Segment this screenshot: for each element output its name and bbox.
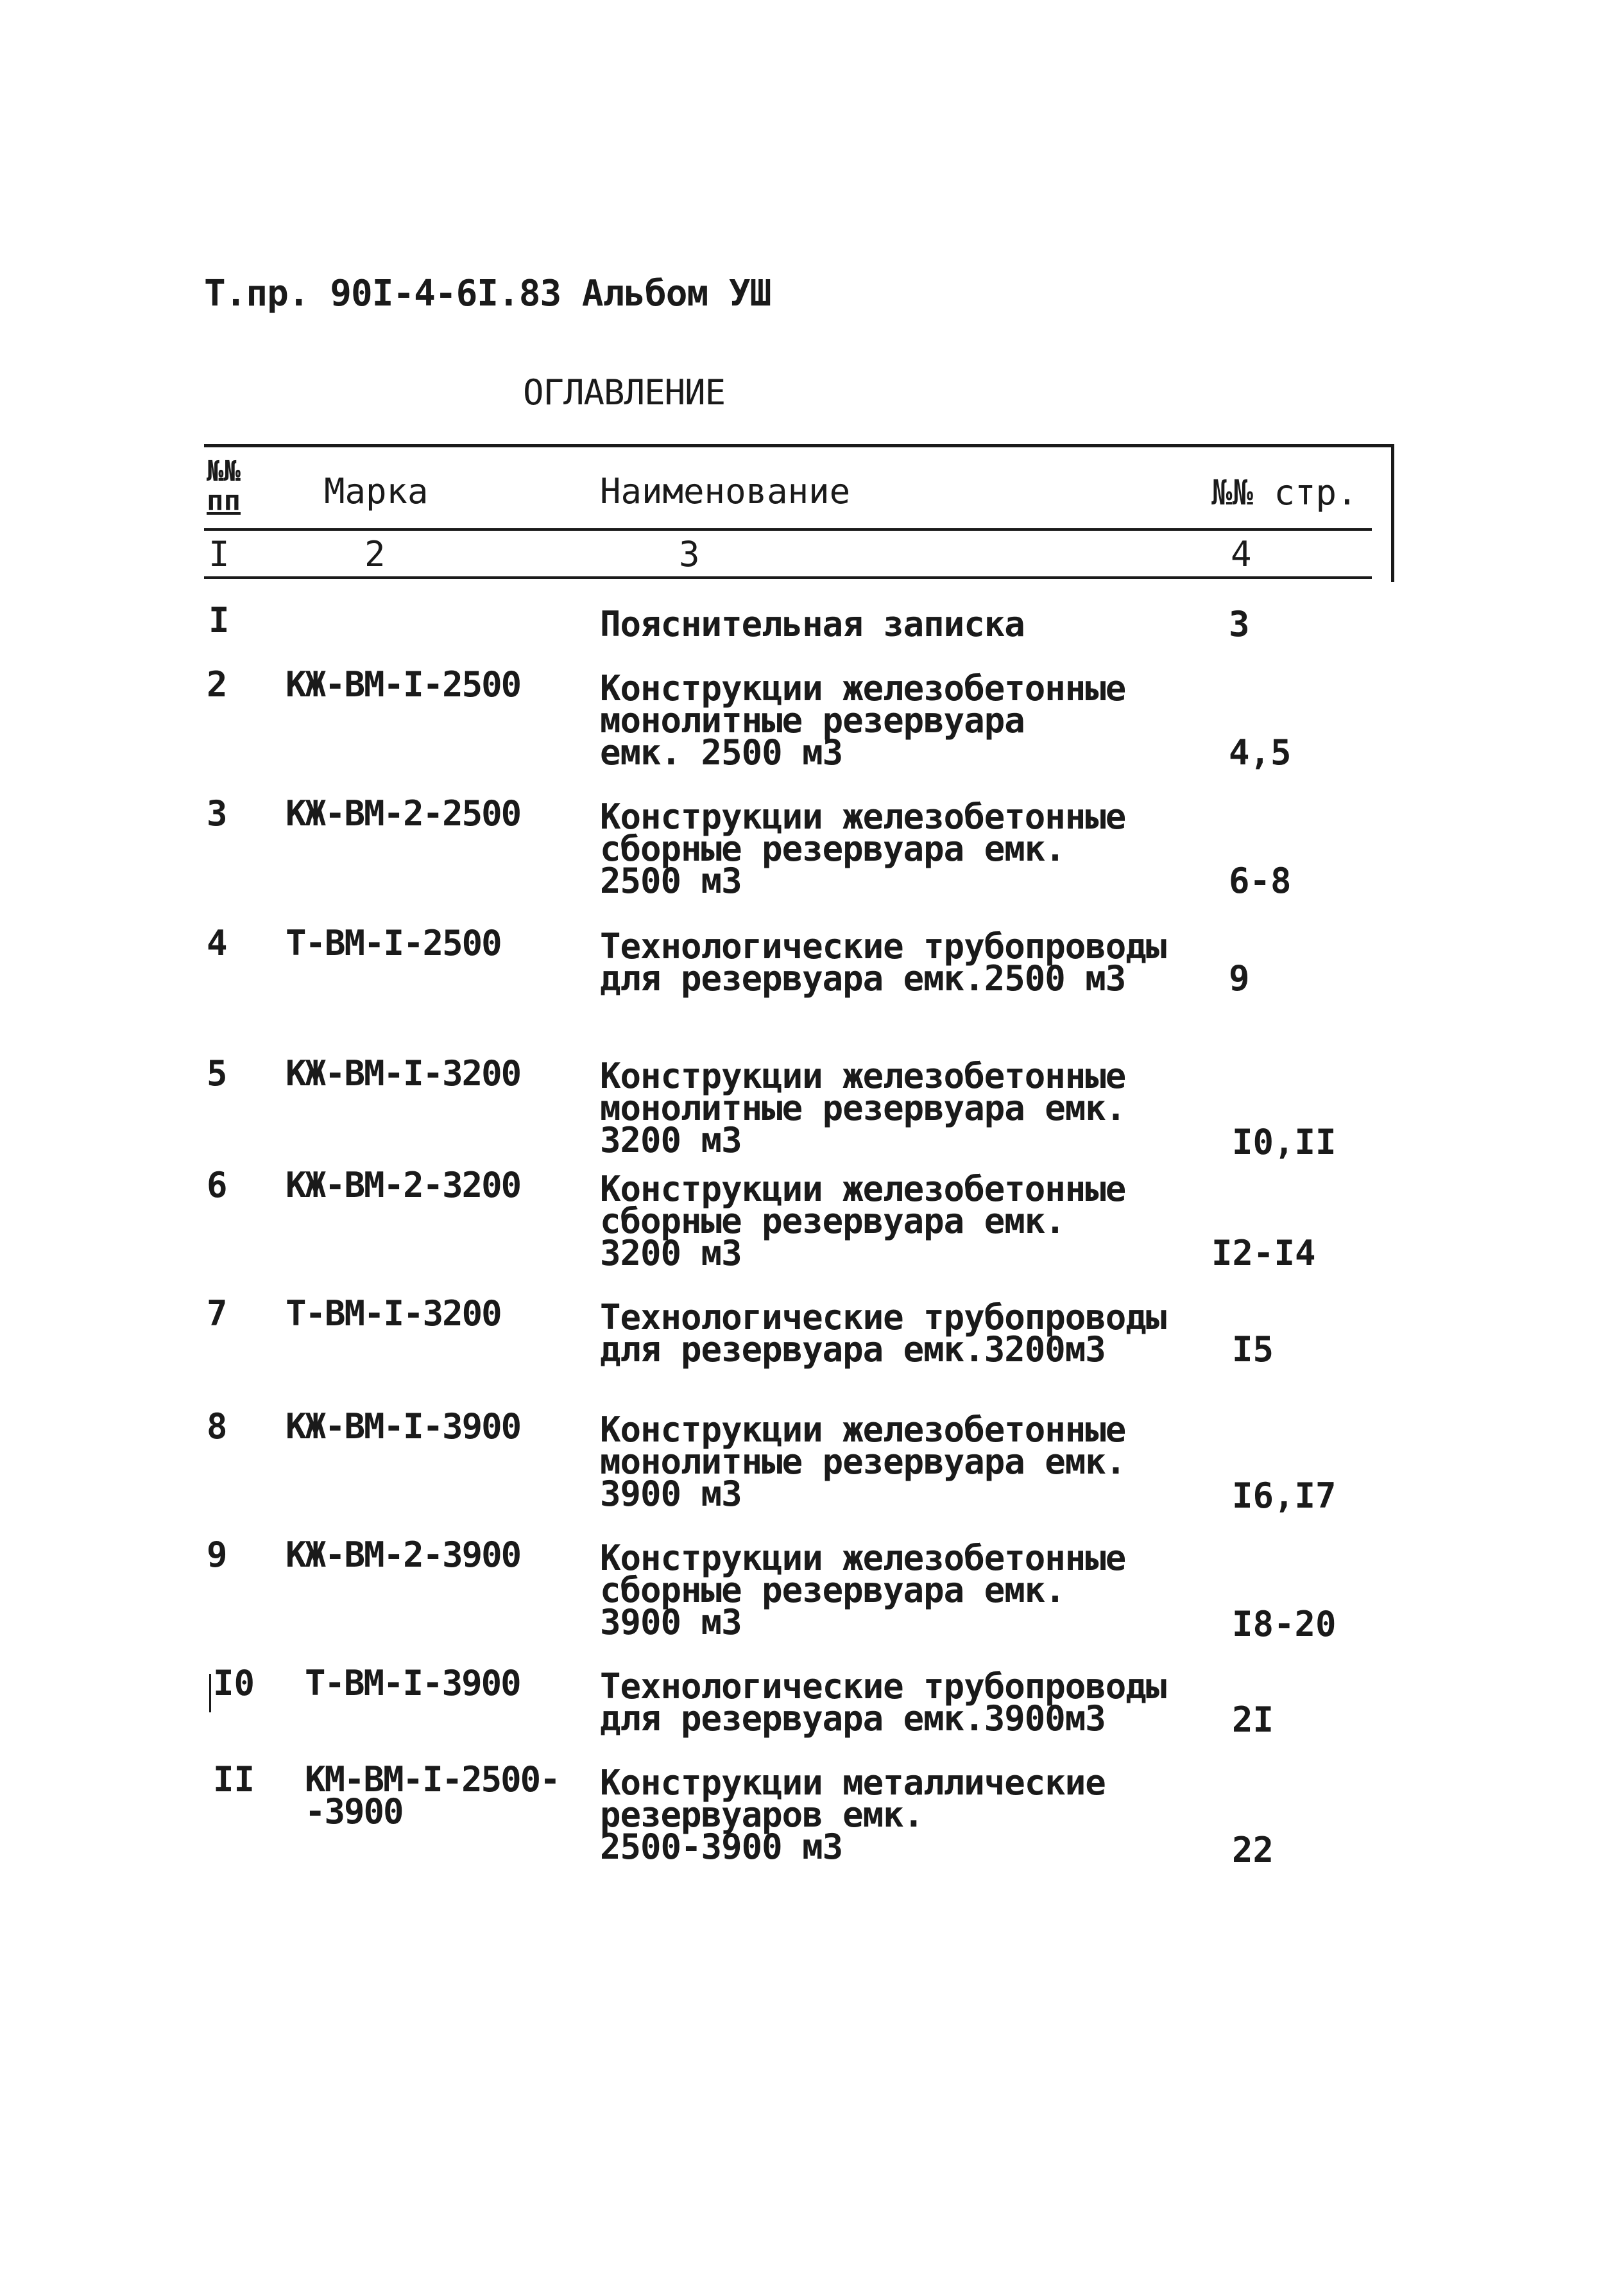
row-number: 8 (207, 1406, 228, 1447)
row-mark: Т-ВМ-I-3200 (286, 1293, 501, 1334)
row-pages: I2-I4 (1211, 1233, 1316, 1273)
row-mark: КЖ-ВМ-I-3900 (286, 1406, 521, 1447)
row-mark: КЖ-ВМ-I-3200 (286, 1053, 521, 1094)
row-name-line: монолитные резервуара емк. (600, 1442, 1126, 1482)
row-mark: Т-ВМ-I-3900 (305, 1663, 520, 1703)
row-number: II (213, 1759, 255, 1800)
row-name-line: сборные резервуара емк. (600, 1201, 1065, 1241)
header-bottom-rule (204, 576, 1372, 579)
row-name-line: 2500 м3 (600, 861, 742, 901)
row-name-line: Конструкции железобетонные (600, 796, 1126, 837)
row-pages: 9 (1229, 958, 1250, 999)
column-header-number-line1: №№ (207, 455, 241, 488)
row-number: 3 (207, 793, 228, 834)
column-index-1: I (209, 534, 230, 574)
row-number: I (209, 600, 230, 641)
toc-heading: ОГЛАВЛЕНИЕ (523, 372, 726, 413)
row-name-line: Пояснительная записка (600, 604, 1025, 644)
row-name-line: Конструкции железобетонные (600, 1056, 1126, 1096)
row-name-line: монолитные резервуара (600, 700, 1025, 741)
column-index-4: 4 (1231, 534, 1252, 574)
row-name-line: для резервуара емк.2500 м3 (600, 958, 1126, 999)
column-index-3: 3 (679, 534, 700, 574)
row-name-line: Технологические трубопроводы (600, 1297, 1167, 1338)
row-mark: КЖ-ВМ-2-3200 (286, 1165, 521, 1205)
column-header-pages: №№ стр. (1211, 472, 1358, 513)
row-name-line: Конструкции железобетонные (600, 1169, 1126, 1209)
row-name-line: для резервуара емк.3900м3 (600, 1698, 1106, 1739)
column-header-name: Наименование (600, 471, 851, 512)
row-pages: 2I (1232, 1700, 1274, 1740)
row-pages: I8-20 (1232, 1604, 1337, 1644)
row-pages: 22 (1232, 1830, 1274, 1870)
row-name-line: резервуаров емк. (600, 1794, 924, 1835)
row-mark: КЖ-ВМ-2-2500 (286, 793, 521, 834)
row-number: 7 (207, 1293, 228, 1334)
row-pages: I5 (1232, 1329, 1274, 1370)
row-number: 4 (207, 923, 228, 963)
row-name-line: монолитные резервуара емк. (600, 1088, 1126, 1128)
row-number: I0 (213, 1663, 255, 1703)
row-mark: КМ-ВМ-I-2500- -3900 (305, 1759, 560, 1832)
row-name-line: 2500-3900 м3 (600, 1827, 843, 1867)
row-name-line: Технологические трубопроводы (600, 926, 1167, 967)
margin-tick-mark (209, 1674, 211, 1712)
header-divider-rule (204, 528, 1372, 531)
row-name-line: емк. 2500 м3 (600, 732, 843, 773)
column-header-mark: Марка (324, 471, 429, 512)
row-name-line: сборные резервуара емк. (600, 1570, 1065, 1610)
column-index-2: 2 (364, 534, 386, 574)
row-name-line: Конструкции железобетонные (600, 1538, 1126, 1578)
row-name-line: 3900 м3 (600, 1602, 742, 1642)
column-header-number-line2: пп (207, 485, 241, 517)
row-pages: I0,II (1232, 1122, 1337, 1162)
column-header-number (207, 457, 241, 516)
row-number: 2 (207, 664, 228, 705)
row-mark: КЖ-ВМ-2-3900 (286, 1535, 521, 1575)
row-name-line: Конструкции железобетонные (600, 668, 1126, 709)
row-name-line: сборные резервуара емк. (600, 829, 1065, 869)
row-name-line: Конструкции металлические (600, 1762, 1106, 1803)
row-name-line: Конструкции железобетонные (600, 1409, 1126, 1450)
row-number: 5 (207, 1053, 228, 1094)
row-pages: 3 (1229, 604, 1250, 644)
row-number: 9 (207, 1535, 228, 1575)
row-mark: КЖ-ВМ-I-2500 (286, 664, 521, 705)
row-number: 6 (207, 1165, 228, 1205)
row-mark: Т-ВМ-I-2500 (286, 923, 501, 963)
document-reference: Т.пр. 90I-4-6I.83 Альбом УШ (204, 273, 771, 314)
row-name-line: для резервуара емк.3200м3 (600, 1329, 1106, 1370)
row-name-line: 3200 м3 (600, 1120, 742, 1160)
table-right-border (1391, 444, 1394, 582)
row-pages: 4,5 (1229, 732, 1292, 773)
row-pages: I6,I7 (1232, 1476, 1337, 1516)
row-name-line: 3900 м3 (600, 1474, 742, 1514)
row-name-line: Технологические трубопроводы (600, 1666, 1167, 1707)
row-pages: 6-8 (1229, 861, 1292, 901)
table-top-rule (204, 444, 1394, 447)
row-name-line: 3200 м3 (600, 1233, 742, 1273)
